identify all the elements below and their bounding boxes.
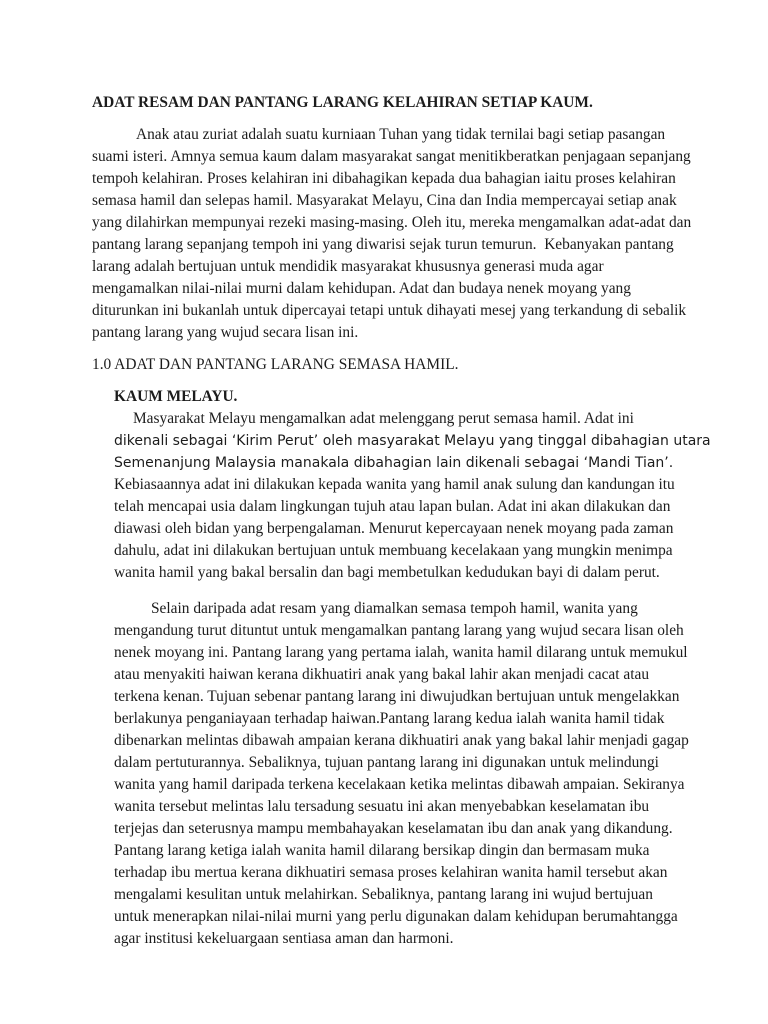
para2-line: nenek moyang ini. Pantang larang yang pertama ialah, wanita hamil dilarang untuk memukul [114, 644, 688, 661]
para1-line: dikenali sebagai ‘Kirim Perut’ oleh masyarakat Melayu yang tinggal dibahagian utara [114, 433, 711, 449]
para2-line: Selain daripada adat resam yang diamalkan semasa tempoh hamil, wanita yang [151, 600, 638, 617]
para2-line: wanita tersebut melintas lalu tersadung sesuatu ini akan menyebabkan keselamatan ibu [114, 798, 650, 815]
para1-line: dahulu, adat ini dilakukan bertujuan untuk membuang kecelakaan yang mungkin menimpa [114, 542, 673, 559]
intro-line: tempoh kelahiran. Proses kelahiran ini dibahagikan kepada dua bahagian iaitu proses kelahiran [92, 170, 676, 187]
para2-line: mengandung turut dituntut untuk mengamalkan pantang larang yang wujud secara lisan oleh [114, 622, 684, 639]
para2-line: agar institusi kekeluargaan sentiasa aman dan harmoni. [114, 930, 454, 947]
intro-line: pantang larang sepanjang tempoh ini yang diwarisi sejak turun temurun. Kebanyakan pantang [92, 236, 674, 253]
para2-line: dibenarkan melintas dibawah ampaian kerana dikhuatiri anak yang bakal lahir menjadi gagap [114, 732, 689, 749]
para2-line: dalam pertuturannya. Sebaliknya, tujuan pantang larang ini digunakan untuk melindungi [114, 754, 659, 771]
subheading: KAUM MELAYU. [114, 388, 238, 405]
section-heading: 1.0 ADAT DAN PANTANG LARANG SEMASA HAMIL. [92, 356, 459, 373]
intro-line: Anak atau zuriat adalah suatu kurniaan Tuhan yang tidak ternilai bagi setiap pasangan [136, 126, 666, 143]
intro-line: larang adalah bertujuan untuk mendidik masyarakat khususnya generasi muda agar [92, 258, 604, 275]
para2-line: untuk menerapkan nilai-nilai murni yang perlu digunakan dalam kehidupan berumahtangga [114, 908, 678, 925]
para1-line: Kebiasaannya adat ini dilakukan kepada wanita yang hamil anak sulung dan kandungan itu [114, 476, 675, 493]
para1-line: diawasi oleh bidan yang berpengalaman. Menurut kepercayaan nenek moyang pada zaman [114, 520, 674, 537]
para2-line: Pantang larang ketiga ialah wanita hamil dilarang bersikap dingin dan bermasam muka [114, 842, 650, 859]
intro-line: mengamalkan nilai-nilai murni dalam kehidupan. Adat dan budaya nenek moyang yang [92, 280, 631, 297]
intro-line: diturunkan ini bukanlah untuk dipercayai tetapi untuk dihayati mesej yang terkandung di sebalik [92, 302, 687, 319]
intro-line: suami isteri. Amnya semua kaum dalam masyarakat sangat menitikberatkan penjagaan sepanjang [92, 148, 691, 165]
para2-line: berlakunya penganiayaan terhadap haiwan.Pantang larang kedua ialah wanita hamil tidak [114, 710, 665, 727]
intro-line: semasa hamil dan selepas hamil. Masyarakat Melayu, Cina dan India mempercayai setiap anak [92, 192, 677, 209]
para2-line: mengalami kesulitan untuk melahirkan. Sebaliknya, pantang larang ini wujud bertujuan [114, 886, 653, 903]
intro-line: pantang larang yang wujud secara lisan ini. [92, 324, 359, 341]
para1-line: Masyarakat Melayu mengamalkan adat melenggang perut semasa hamil. Adat ini [133, 410, 634, 427]
para2-line: atau menyakiti haiwan kerana dikhuatiri anak yang bakal lahir akan menjadi cacat atau [114, 666, 650, 683]
para2-line: terjejas dan seterusnya mampu membahayakan keselamatan ibu dan anak yang dikandung. [114, 820, 673, 837]
para1-line: wanita hamil yang bakal bersalin dan bagi membetulkan kedudukan bayi di dalam perut. [114, 564, 660, 581]
para1-line: Semenanjung Malaysia manakala dibahagian lain dikenali sebagai ‘Mandi Tian’. [114, 455, 674, 471]
para1-line: telah mencapai usia dalam lingkungan tujuh atau lapan bulan. Adat ini akan dilakukan dan [114, 498, 671, 515]
para2-line: terkena kenan. Tujuan sebenar pantang larang ini diwujudkan bertujuan untuk mengelakkan [114, 688, 680, 705]
intro-line: yang dilahirkan mempunyai rezeki masing-masing. Oleh itu, mereka mengamalkan adat-adat dan [92, 214, 692, 231]
para2-line: wanita yang hamil daripada terkena kecelakaan ketika melintas dibawah ampaian. Sekiranya [114, 776, 685, 793]
document-title: ADAT RESAM DAN PANTANG LARANG KELAHIRAN SETIAP KAUM. [92, 94, 593, 111]
para2-line: terhadap ibu mertua kerana dikhuatiri semasa proses kelahiran wanita hamil tersebut akan [114, 864, 668, 881]
